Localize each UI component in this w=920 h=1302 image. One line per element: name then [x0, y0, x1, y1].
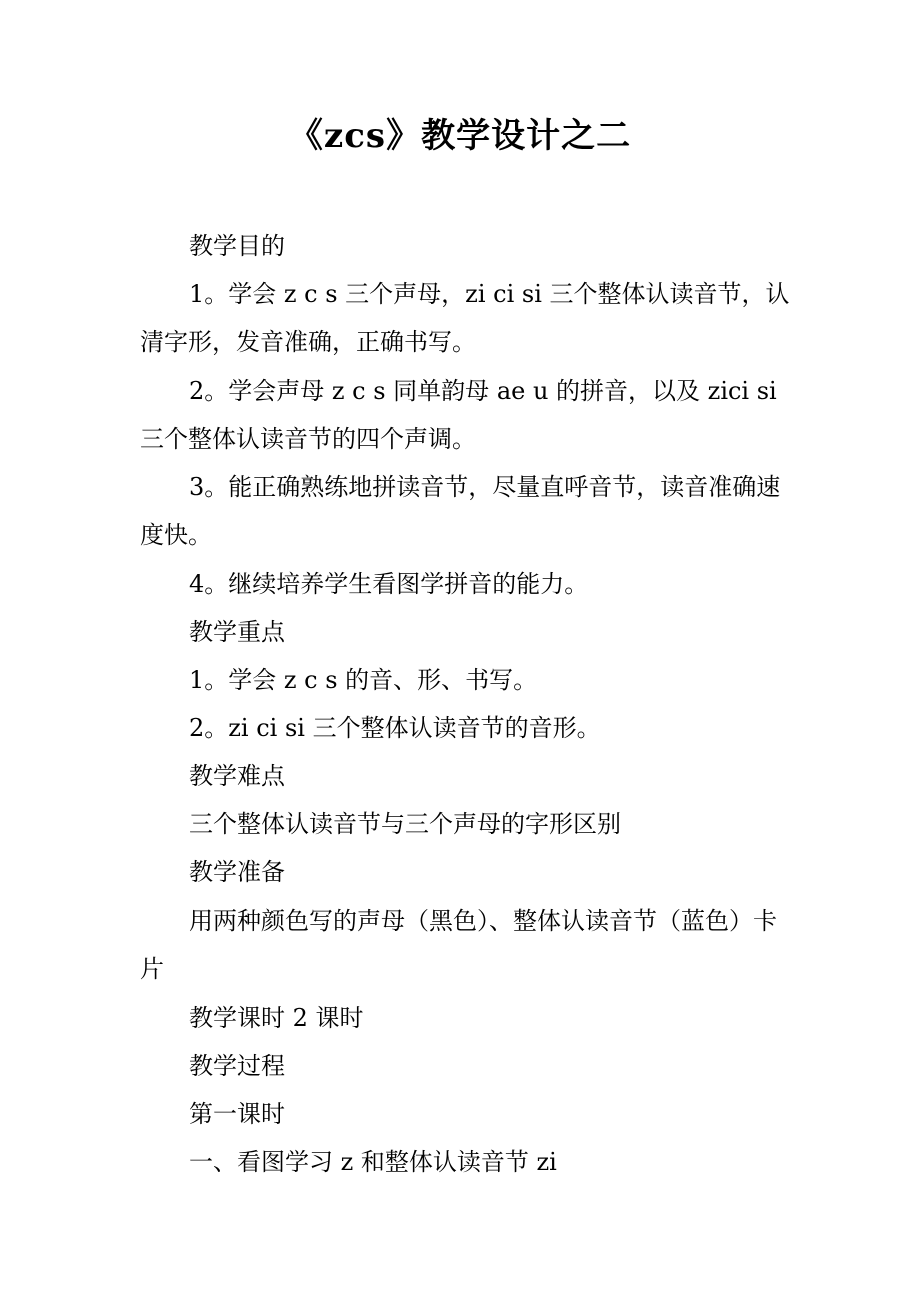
preparation-text: 用两种颜色写的声母（黑色）、整体认读音节（蓝色）卡片 — [140, 907, 777, 983]
lesson-one-heading: 第一课时 — [189, 1100, 285, 1128]
objective-item-4: 4。继续培养学生看图学拼音的能力。 — [189, 570, 589, 598]
objective-item-3: 3。能正确熟练地拼读音节，尽量直呼音节，读音准确速度快。 — [140, 473, 781, 549]
heading-difficulties: 教学难点 — [189, 762, 285, 790]
heading-process: 教学过程 — [189, 1052, 285, 1080]
heading-preparation: 教学准备 — [189, 858, 285, 886]
difficulty-text: 三个整体认读音节与三个声母的字形区别 — [189, 810, 621, 838]
objective-item-2: 2。学会声母 z c s 同单韵母 ae u 的拼音，以及 zici si 三个整体认读音节的四个声调。 — [140, 377, 777, 453]
step-one-heading: 一、看图学习 z 和整体认读音节 zi — [189, 1148, 557, 1176]
objective-item-1: 1。学会 z c s 三个声母，zi ci si 三个整体认读音节，认清字形，发音准确，正确书写。 — [140, 280, 790, 356]
key-point-item-2: 2。zi ci si 三个整体认读音节的音形。 — [189, 714, 601, 742]
heading-key-points: 教学重点 — [189, 618, 285, 646]
key-point-item-1: 1。学会 z c s 的音、形、书写。 — [189, 666, 538, 694]
document-title: 《zcs》教学设计之二 — [288, 116, 632, 156]
class-hours-text: 教学课时 2 课时 — [189, 1004, 364, 1032]
heading-objectives: 教学目的 — [189, 232, 285, 260]
